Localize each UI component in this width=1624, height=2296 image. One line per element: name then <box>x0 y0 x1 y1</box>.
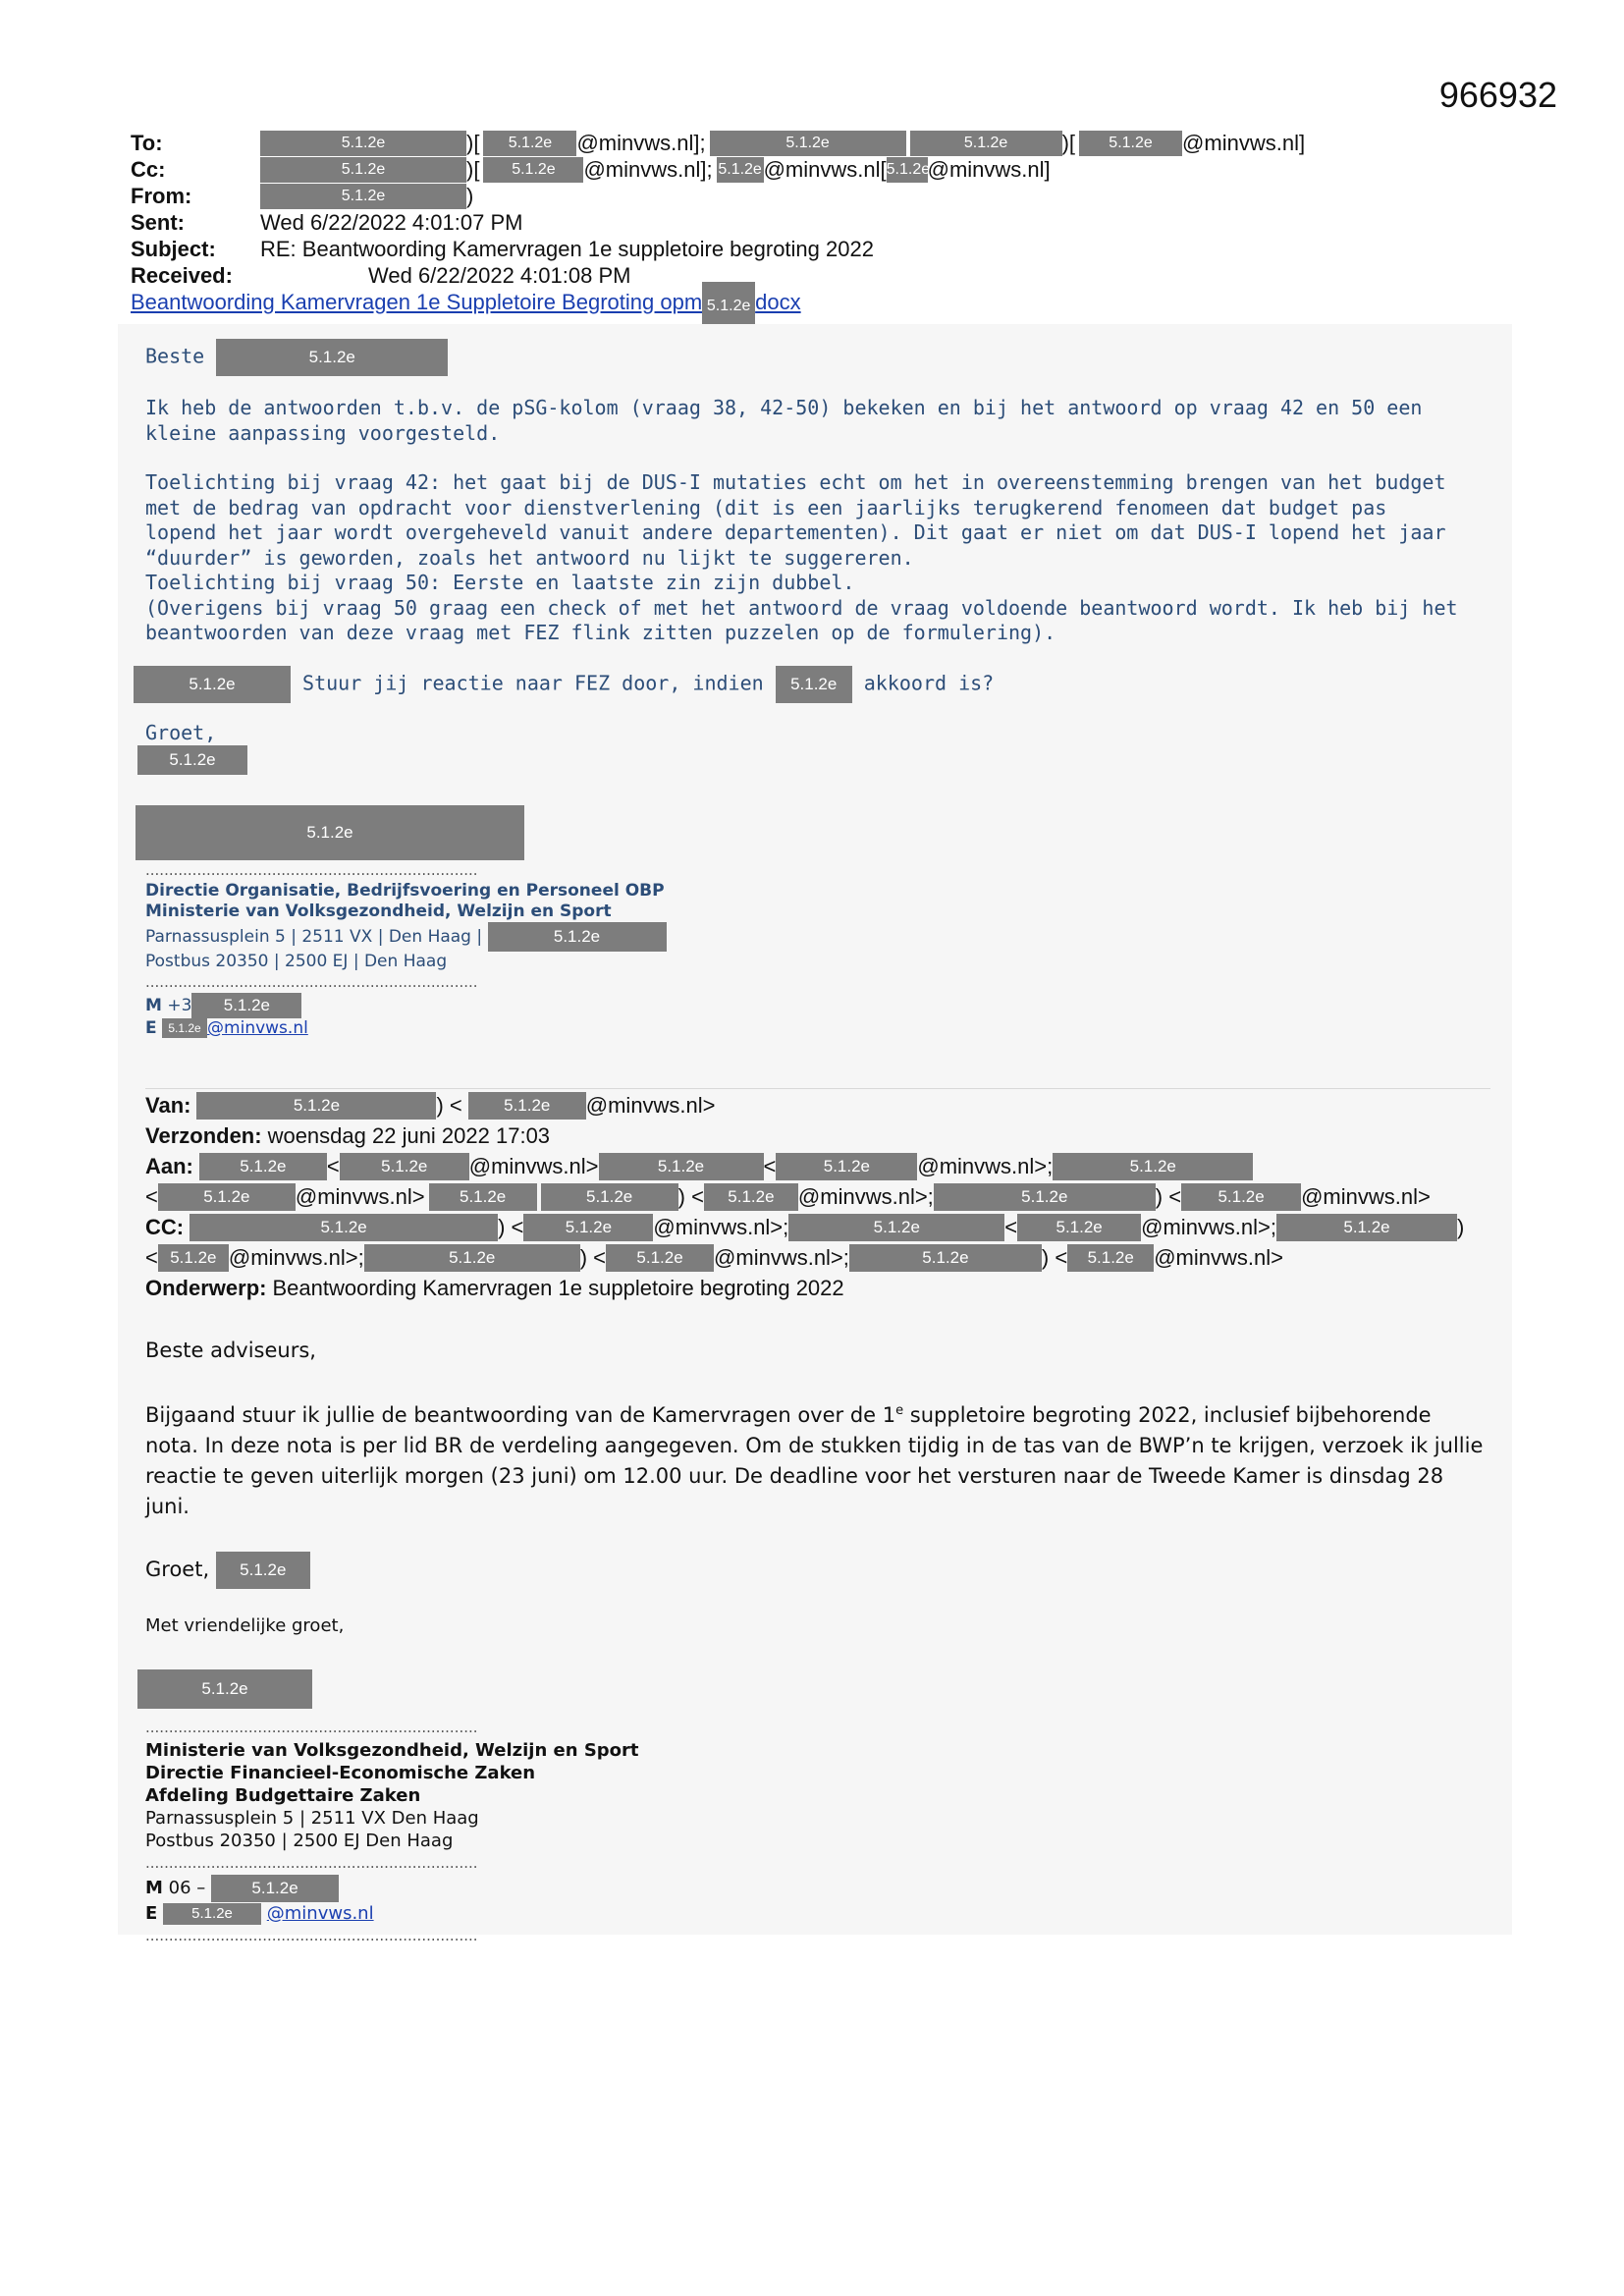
email-domain: @minvws.nl>; <box>228 1245 364 1270</box>
email-domain: @minvws.nl> <box>1301 1184 1431 1209</box>
redaction: 5.1.2e <box>134 666 291 703</box>
redaction: 5.1.2e <box>211 1875 339 1902</box>
redaction: 5.1.2e <box>1067 1244 1154 1272</box>
email-domain: @minvws.nl]; <box>576 131 706 155</box>
greeting: Beste adviseurs, <box>145 1339 316 1362</box>
email-domain: @minvws.nl> <box>468 1154 599 1178</box>
redaction: 5.1.2e <box>710 131 906 156</box>
redaction: 5.1.2e <box>199 1153 327 1180</box>
redaction: 5.1.2e <box>162 1018 207 1038</box>
postal-address: Postbus 20350 | 2500 EJ | Den Haag <box>145 952 448 971</box>
redaction: 5.1.2e <box>1017 1214 1141 1241</box>
from-row <box>131 183 1486 209</box>
sent-row <box>131 209 1486 236</box>
redaction: 5.1.2e <box>788 1214 1004 1241</box>
department: Directie Financieel-Economische Zaken <box>145 1763 536 1783</box>
redaction: 5.1.2e <box>260 131 466 156</box>
sent-label: Sent: <box>131 210 185 235</box>
redaction: 5.1.2e <box>429 1183 537 1211</box>
cc-label: Cc: <box>131 157 166 182</box>
redaction: 5.1.2e <box>483 131 576 156</box>
received-value: Wed 6/22/2022 4:01:08 PM <box>368 263 631 288</box>
redaction: 5.1.2e <box>1079 131 1182 156</box>
attachment-name: Beantwoording Kamervragen 1e Suppletoire Begroting opm <box>131 290 703 314</box>
paragraph-4: (Overigens bij vraag 50 graag een check of met het antwoord de vraag voldoende beantwoord wordt. Ik heb bij het beantwoorden van deze vraag met FEZ flink zitten puzzelen op de formulering). <box>145 595 1458 644</box>
onderwerp-row <box>145 1273 1490 1303</box>
cc-label: CC: <box>145 1215 185 1239</box>
paragraph-2: Toelichting bij vraag 42: het gaat bij de DUS-I mutaties echt om het in overeenstemming brengen van het budget met de bedrag van opdracht voor dienstverlening (dit is een jaarlijks terugkerend fenomeen dat budget pas lopend het jaar wordt overgeheveld vanuit andere departementen). Dit gaat er niet om dat DUS-I lopend het jaar “duurder” is geworden, zoals het antwoord nu lijkt te suggereren. <box>145 470 1446 570</box>
attachment-row <box>131 289 1486 315</box>
redaction: 5.1.2e <box>135 805 524 860</box>
email-domain: @minvws.nl> <box>295 1184 425 1209</box>
email-link[interactable]: @minvws.nl <box>207 1018 308 1038</box>
email-domain: @minvws.nl>; <box>653 1215 789 1239</box>
signature-1 <box>145 805 667 1039</box>
subject-row <box>131 236 1486 262</box>
received-row <box>131 262 1486 289</box>
divider: ....................................................................... <box>145 1719 478 1736</box>
paragraph-3: Toelichting bij vraag 50: Eerste en laatste zin zijn dubbel. <box>145 571 855 594</box>
received-label: Received: <box>131 263 233 288</box>
redaction: 5.1.2e <box>1276 1214 1457 1241</box>
redaction: 5.1.2e <box>216 339 448 376</box>
mobile-prefix: 06 – <box>168 1878 206 1898</box>
redaction: 5.1.2e <box>887 157 928 183</box>
mobile-label: M <box>145 996 162 1015</box>
verzonden-row <box>145 1121 1490 1151</box>
separator: ) <box>466 184 474 208</box>
request-text-end: akkoord is? <box>863 671 995 694</box>
redaction: 5.1.2e <box>1181 1183 1301 1211</box>
signature-2 <box>145 1669 639 1947</box>
verzonden-value: woensdag 22 juni 2022 17:03 <box>267 1123 551 1148</box>
email-label: E <box>145 1903 158 1924</box>
redaction: 5.1.2e <box>483 157 583 183</box>
cc-row <box>131 156 1486 183</box>
cc-row: CC: 5.1.2e ) < 5.1.2e @minvws.nl>; 5.1.2e < 5.1.2e @minvws.nl>; 5.1.2e ) <box>145 1212 1490 1242</box>
email-domain: @minvws.nl] <box>927 157 1051 182</box>
redaction: 5.1.2e <box>158 1244 229 1272</box>
email-domain: @minvws.nl> <box>585 1093 716 1118</box>
email-domain: @minvws.nl>; <box>714 1245 849 1270</box>
redaction: 5.1.2e <box>704 1183 798 1211</box>
redaction: 5.1.2e <box>717 157 764 183</box>
divider: ....................................................................... <box>145 1854 478 1872</box>
forwarded-header <box>145 1090 1490 1303</box>
body-paragraph: Bijgaand stuur ik jullie de beantwoording van de Kamervragen over de 1e suppletoire begroting 2022, inclusief bijbehorende nota. In deze nota is per lid BR de verdeling aangegeven. Om de stukken tijdig in de tas van de BWP’n te krijgen, verzoek ik jullie reactie te geven uiterlijk morgen (23 juni) om 12.00 uur. De deadline voor het versturen naar de Tweede Kamer is dinsdag 28 juni. <box>145 1403 1484 1518</box>
van-row: Van: 5.1.2e ) < 5.1.2e @minvws.nl> <box>145 1090 1490 1121</box>
document-id: 966932 <box>1438 75 1557 115</box>
message2-body <box>145 1336 1490 1651</box>
email-domain: @minvws.nl] <box>1182 131 1306 155</box>
separator: )[ <box>1061 131 1076 155</box>
email-link[interactable]: @minvws.nl <box>266 1903 374 1924</box>
sent-value: Wed 6/22/2022 4:01:07 PM <box>260 210 523 235</box>
redaction: 5.1.2e <box>776 1153 917 1180</box>
mobile-label: M <box>145 1878 163 1898</box>
redaction: 5.1.2e <box>468 1092 586 1120</box>
mobile-prefix: +3 <box>167 996 192 1015</box>
attachment-extension[interactable]: docx <box>755 290 801 314</box>
van-label: Van: <box>145 1093 191 1118</box>
redaction: 5.1.2e <box>364 1244 580 1272</box>
onderwerp-label: Onderwerp: <box>145 1276 267 1300</box>
redaction: 5.1.2e <box>488 922 667 952</box>
redaction: 5.1.2e <box>216 1552 310 1589</box>
redaction: 5.1.2e <box>137 1669 312 1709</box>
separator: )[ <box>466 131 480 155</box>
redaction: 5.1.2e <box>599 1153 764 1180</box>
redaction: 5.1.2e <box>1053 1153 1253 1180</box>
redaction: 5.1.2e <box>260 157 466 183</box>
ministry: Ministerie van Volksgezondheid, Welzijn en Sport <box>145 902 612 921</box>
redaction: 5.1.2e <box>260 184 466 209</box>
email-label: E <box>145 1018 157 1038</box>
attachment-link[interactable] <box>131 289 702 315</box>
redaction: 5.1.2e <box>910 131 1062 156</box>
divider: ....................................................................... <box>145 1927 478 1944</box>
cc-row-2: < 5.1.2e @minvws.nl>; 5.1.2e ) < 5.1.2e @minvws.nl>; 5.1.2e ) < 5.1.2e @minvws.nl> <box>145 1242 1490 1273</box>
paragraph-1: Ik heb de antwoorden t.b.v. de pSG-kolom (vraag 38, 42-50) bekeken en bij het antwoord op vraag 42 en 50 een kleine aanpassing voorgesteld. <box>145 396 1423 445</box>
email-domain: @minvws.nl>; <box>797 1184 934 1209</box>
closing: Met vriendelijke groet, <box>145 1615 345 1636</box>
email-domain: @minvws.nl[ <box>763 157 887 182</box>
from-label: From: <box>131 184 192 208</box>
email-domain: @minvws.nl]; <box>583 157 713 182</box>
divider: ....................................................................... <box>145 973 478 991</box>
greeting: Beste <box>145 344 205 368</box>
email-domain: @minvws.nl>; <box>1141 1215 1277 1239</box>
message1-body <box>145 339 1461 775</box>
afdeling: Afdeling Budgettaire Zaken <box>145 1785 421 1806</box>
to-label: To: <box>131 131 163 155</box>
redaction: 5.1.2e <box>523 1214 653 1241</box>
aan-row: Aan: 5.1.2e < 5.1.2e @minvws.nl> 5.1.2e < 5.1.2e @minvws.nl>; 5.1.2e <box>145 1151 1490 1181</box>
department: Directie Organisatie, Bedrijfsvoering en Personeel OBP <box>145 881 665 901</box>
redaction: 5.1.2e <box>196 1092 436 1120</box>
address: Parnassusplein 5 | 2511 VX Den Haag <box>145 1808 479 1829</box>
ministry: Ministerie van Volksgezondheid, Welzijn en Sport <box>145 1740 639 1761</box>
redaction: 5.1.2e <box>137 745 247 775</box>
separator: )[ <box>466 157 480 182</box>
redaction: 5.1.2e <box>541 1183 678 1211</box>
onderwerp-value: Beantwoording Kamervragen 1e suppletoire begroting 2022 <box>272 1276 844 1300</box>
address: Parnassusplein 5 | 2511 VX | Den Haag | <box>145 927 483 947</box>
postal-address: Postbus 20350 | 2500 EJ Den Haag <box>145 1831 454 1851</box>
verzonden-label: Verzonden: <box>145 1123 262 1148</box>
subject-value: RE: Beantwoording Kamervragen 1e suppletoire begroting 2022 <box>260 237 874 261</box>
redaction: 5.1.2e <box>849 1244 1042 1272</box>
redaction: 5.1.2e <box>189 1214 498 1241</box>
subject-label: Subject: <box>131 237 216 261</box>
to-row <box>131 130 1486 156</box>
email-domain: @minvws.nl> <box>1154 1245 1283 1270</box>
redaction: 5.1.2e <box>776 666 852 703</box>
aan-row-2: < 5.1.2e @minvws.nl> 5.1.2e 5.1.2e ) < 5.1.2e @minvws.nl>; 5.1.2e ) < 5.1.2e @minvws.nl> <box>145 1181 1490 1212</box>
closing: Groet, <box>145 720 217 744</box>
redaction: 5.1.2e <box>158 1183 296 1211</box>
email-domain: @minvws.nl>; <box>917 1154 1054 1178</box>
redaction: 5.1.2e <box>340 1153 469 1180</box>
divider: ....................................................................... <box>145 861 478 879</box>
message-separator <box>145 1088 1490 1089</box>
redaction: 5.1.2e <box>702 282 755 331</box>
aan-label: Aan: <box>145 1154 193 1178</box>
groet: Groet, <box>145 1558 210 1581</box>
redaction: 5.1.2e <box>163 1903 261 1925</box>
request-text: Stuur jij reactie naar FEZ door, indien <box>302 671 764 694</box>
redaction: 5.1.2e <box>191 993 301 1018</box>
email-header <box>131 130 1486 315</box>
redaction: 5.1.2e <box>606 1244 714 1272</box>
redaction: 5.1.2e <box>934 1183 1156 1211</box>
